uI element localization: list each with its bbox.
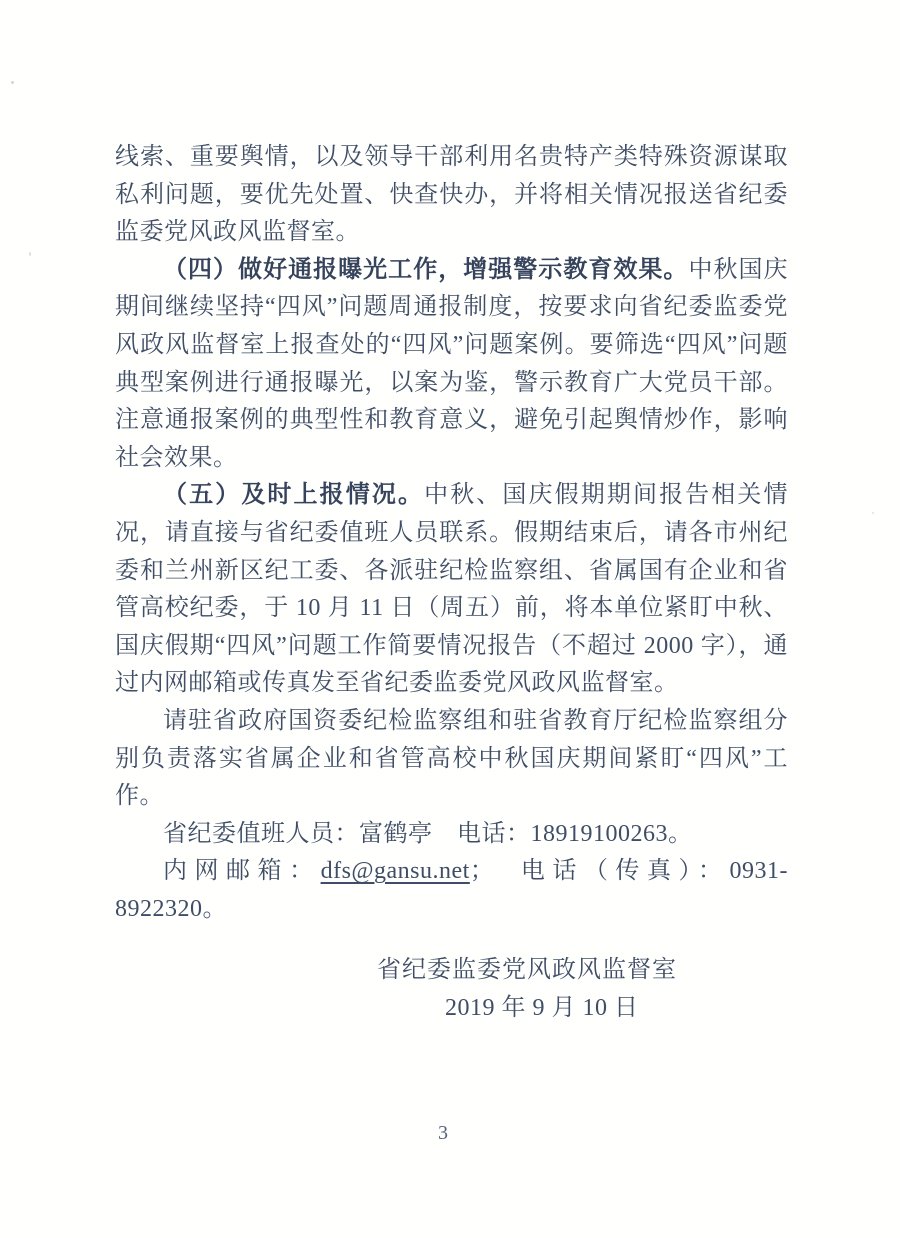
para-continuation [115, 139, 788, 252]
signature-date: 2019 年 9 月 10 日 [445, 995, 639, 1022]
text-segment-bold: （四）做好通报曝光工作，增强警示教育效果。 [163, 256, 689, 283]
page-number: 3 [438, 1122, 448, 1144]
text-segment: 内网邮箱： [163, 858, 321, 885]
text-segment-bold: （五）及时上报情况。 [163, 482, 425, 509]
para-responsibility [115, 703, 788, 816]
scan-speck [11, 81, 14, 84]
paragraphs-container [115, 139, 788, 928]
signature-org: 省纪委监委党风政风监督室 [377, 957, 677, 984]
document-body [115, 139, 788, 1028]
text-segment: 中秋、国庆假期期间报告相关情况，请直接与省纪委值班人员联系。假期结束后，请各市州纪委和兰州新区纪工委、各派驻纪检监察组、省属国有企业和省管高校纪委，于 10 月 11 日（周五）前，将本单位紧盯中秋、国庆假期“四风”问题工作简要情况报告（不超过 2000 字），通过内网邮箱或传真发至省纪委监委党风政风监督室。 [115, 482, 789, 697]
text-segment: ； 电话（传真）：0931-8922320。 [115, 858, 788, 922]
text-segment: 线索、重要舆情，以及领导干部利用名贵特产类特殊资源谋取私利问题，要优先处置、快查快办，并将相关情况报送省纪委监委党风政风监督室。 [115, 144, 788, 246]
scan-speck [872, 512, 874, 514]
signature-block [115, 952, 788, 1027]
para-email-fax [115, 853, 788, 928]
text-segment-underline: dfs@gansu.net [320, 858, 470, 885]
para-item-4 [115, 252, 788, 478]
para-item-5 [115, 477, 788, 703]
text-segment: 省纪委值班人员：富鹤亭 电话：18919100263。 [163, 820, 693, 847]
para-duty-contact [115, 816, 788, 854]
text-segment: 中秋国庆期间继续坚持“四风”问题周通报制度，按要求向省纪委监委党风政风监督室上报查处的“四风”问题案例。要筛选“四风”问题典型案例进行通报曝光，以案为鉴，警示教育广大党员干部。注意通报案例的典型性和教育意义，避免引起舆情炒作，影响社会效果。 [115, 256, 788, 471]
scan-speck [29, 252, 31, 256]
text-segment: 请驻省政府国资委纪检监察组和驻省教育厅纪检监察组分别负责落实省属企业和省管高校中秋国庆期间紧盯“四风”工作。 [115, 707, 788, 810]
